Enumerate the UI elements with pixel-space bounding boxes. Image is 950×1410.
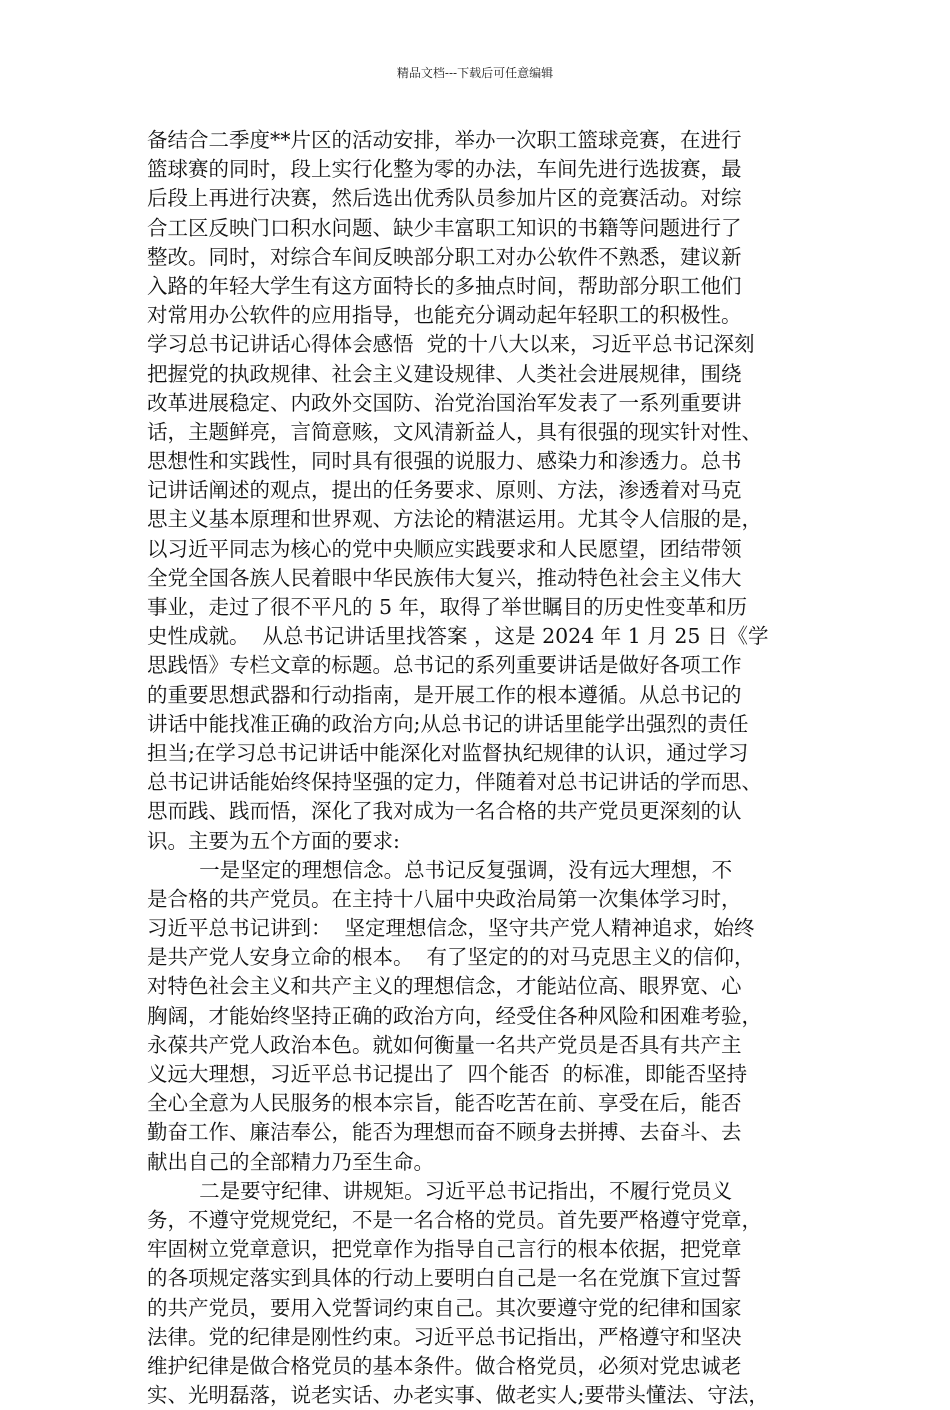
text-line: 一是坚定的理想信念。总书记反复强调，没有远大理想，不 <box>147 857 733 882</box>
text-line: 识。主要为五个方面的要求: <box>147 828 400 853</box>
text-line: 胸阔，才能始终坚持正确的政治方向，经受住各种风险和困难考验， <box>147 1003 762 1028</box>
text-line: 以习近平同志为核心的党中央顺应实践要求和人民愿望，团结带领 <box>147 536 742 561</box>
text-line: 维护纪律是做合格党员的基本条件。做合格党员，必须对党忠诚老 <box>147 1353 742 1378</box>
text-line: 思践悟》专栏文章的标题。总书记的系列重要讲话是做好各项工作 <box>147 653 742 678</box>
text-line: 后段上再进行决赛，然后选出优秀队员参加片区的竞赛活动。对综 <box>147 186 742 211</box>
text-line: 勤奋工作、廉洁奉公，能否为理想而奋不顾身去拼搏、去奋斗、去 <box>147 1120 742 1145</box>
text-line: 话，主题鲜亮，言简意赅，文风清新益人，具有很强的现实针对性、 <box>147 419 762 444</box>
text-line: 记讲话阐述的观点，提出的任务要求、原则、方法，渗透着对马克 <box>147 478 742 503</box>
text-line: 史性成就。 从总书记讲话里找答案 ，这是 2024 年 1 月 25 日《学 <box>147 624 769 649</box>
text-line: 牢固树立党章意识，把党章作为指导自己言行的根本依据，把党章 <box>147 1237 742 1262</box>
text-line: 全心全意为人民服务的根本宗旨，能否吃苦在前、享受在后，能否 <box>147 1091 742 1116</box>
text-line: 对常用办公软件的应用指导，也能充分调动起年轻职工的积极性。 <box>147 303 742 328</box>
text-line: 对特色社会主义和共产主义的理想信念，才能站位高、眼界宽、心 <box>147 974 742 999</box>
text-line: 事业，走过了很不平凡的 5 年，取得了举世瞩目的历史性变革和历 <box>147 595 748 619</box>
text-line: 二是要守纪律、讲规矩。习近平总书记指出，不履行党员义 <box>147 1178 733 1203</box>
text-line: 法律。党的纪律是刚性约束。习近平总书记指出，严格遵守和坚决 <box>147 1324 742 1349</box>
text-line: 是共产党人安身立命的根本。 有了坚定的的对马克思主义的信仰， <box>147 945 755 970</box>
text-line: 讲话中能找准正确的政治方向;从总书记的讲话里能学出强烈的责任 <box>147 711 749 736</box>
text-line: 的重要思想武器和行动指南，是开展工作的根本遵循。从总书记的 <box>147 682 742 707</box>
text-line: 篮球赛的同时，段上实行化整为零的办法，车间先进行选拔赛，最 <box>147 157 742 182</box>
text-line: 备结合二季度**片区的活动安排，举办一次职工篮球竞赛，在进行 <box>147 128 742 152</box>
text-line: 实、光明磊落，说老实话、办老实事、做老实人;要带头懂法、守法， <box>147 1383 769 1408</box>
text-line: 整改。同时，对综合车间反映部分职工对办公软件不熟悉，建议新 <box>147 244 742 269</box>
text-line: 的各项规定落实到具体的行动上要明白自己是一名在党旗下宣过誓 <box>147 1266 742 1291</box>
text-line: 思想性和实践性，同时具有很强的说服力、感染力和渗透力。总书 <box>147 449 742 474</box>
text-line: 思主义基本原理和世界观、方法论的精湛运用。尤其令人信服的是， <box>147 507 762 532</box>
text-line: 献出自己的全部精力乃至生命。 <box>147 1149 434 1174</box>
text-line: 全党全国各族人民着眼中华民族伟大复兴，推动特色社会主义伟大 <box>147 565 742 590</box>
text-line: 把握党的执政规律、社会主义建设规律、人类社会进展规律，围绕 <box>147 361 742 386</box>
text-line: 学习总书记讲话心得体会感悟 党的十八大以来，习近平总书记深刻 <box>147 332 755 357</box>
page-header: 精品文档---下载后可任意编辑 <box>396 66 554 80</box>
text-line: 总书记讲话能始终保持坚强的定力，伴随着对总书记讲话的学而思、 <box>147 770 762 795</box>
text-line: 的共产党员，要用入党誓词约束自己。其次要遵守党的纪律和国家 <box>147 1295 742 1320</box>
text-line: 入路的年轻大学生有这方面特长的多抽点时间，帮助部分职工他们 <box>147 273 742 298</box>
text-line: 合工区反映门口积水问题、缺少丰富职工知识的书籍等问题进行了 <box>147 215 742 240</box>
text-line: 义远大理想，习近平总书记提出了 四个能否 的标准，即能否坚持 <box>147 1062 748 1086</box>
document-body <box>147 126 809 1410</box>
text-line: 思而践、践而悟，深化了我对成为一名合格的共产党员更深刻的认 <box>147 799 742 824</box>
text-line: 担当;在学习总书记讲话中能深化对监督执纪规律的认识，通过学习 <box>147 740 749 765</box>
text-line: 务，不遵守党规党纪，不是一名合格的党员。首先要严格遵守党章， <box>147 1207 762 1232</box>
text-line: 是合格的共产党员。在主持十八届中央政治局第一次集体学习时， <box>147 886 742 911</box>
text-line: 习近平总书记讲到： 坚定理想信念，坚守共产党人精神追求，始终 <box>147 916 755 941</box>
text-line: 永葆共产党人政治本色。就如何衡量一名共产党员是否具有共产主 <box>147 1032 742 1057</box>
text-line: 改革进展稳定、内政外交国防、治党治国治军发表了一系列重要讲 <box>147 390 742 415</box>
